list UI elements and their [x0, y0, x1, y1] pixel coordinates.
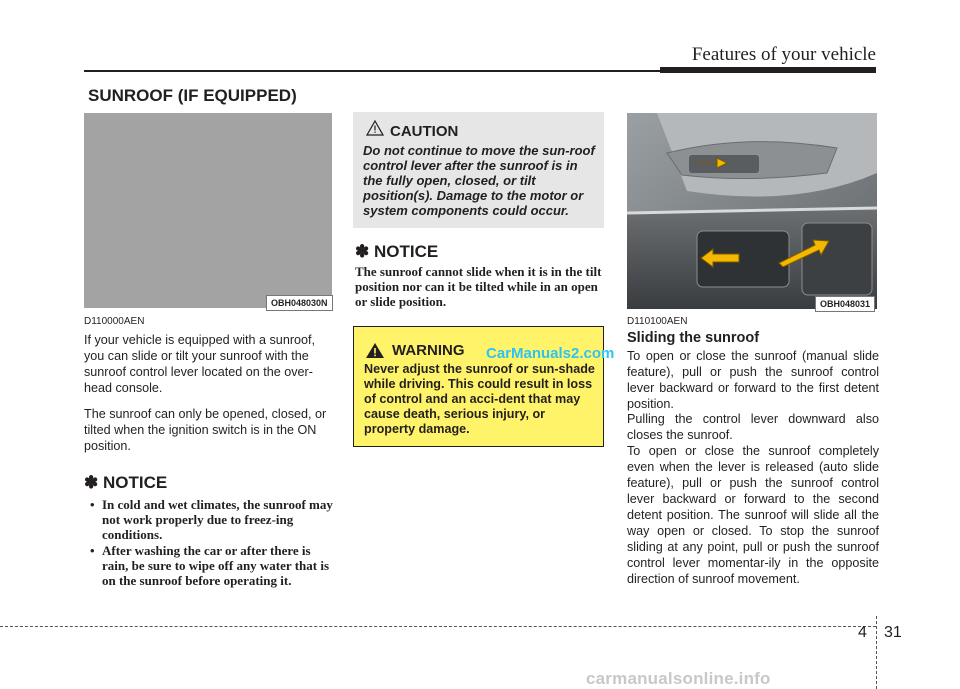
page-number-divider — [876, 616, 877, 689]
notice-list-left — [84, 497, 336, 589]
ignition-paragraph: The sunroof can only be opened, closed, or tilted when the ignition switch is in the ON position. — [84, 407, 327, 453]
page-number: 31 — [884, 624, 902, 641]
sunroof-photo-placeholder — [84, 113, 332, 308]
site-watermark: carmanualsonline.info — [586, 669, 771, 688]
chapter-number: 4 — [858, 624, 867, 641]
section-title: SUNROOF (IF EQUIPPED) — [88, 86, 297, 105]
intro-paragraph: If your vehicle is equipped with a sunroof, you can slide or tilt your sunroof with the sunroof control lever located on the over-head console. — [84, 333, 316, 395]
section-code-left: D110000AEN — [84, 316, 145, 327]
photo-label-right: OBH048031 — [815, 296, 875, 312]
notice-star-icon: ✽ — [84, 473, 99, 492]
notice-star-icon: ✽ — [355, 242, 370, 261]
caution-triangle-icon — [366, 120, 384, 136]
notice-title-middle: NOTICE — [373, 242, 439, 261]
caution-box — [353, 112, 604, 228]
header-rule-accent — [660, 67, 876, 73]
caution-text: Do not continue to move the sun-roof control lever after the sunroof is in the fully open, closed, or tilt position(s). Damage to the motor or system components could occur. — [363, 143, 595, 218]
list-item: • After washing the car or after there is rain, be sure to wipe off any water that is on the sunroof before operating it. — [84, 543, 336, 588]
carmanuals-watermark: CarManuals2.com — [486, 345, 615, 362]
photo-label-left: OBH048030N — [266, 295, 333, 311]
notice-heading-middle — [355, 242, 438, 262]
sunroof-control-illustration — [627, 113, 877, 309]
chapter-header-title: Features of your vehicle — [691, 44, 876, 65]
notice-title-left: NOTICE — [102, 473, 168, 492]
notice-text-middle: The sunroof cannot slide when it is in the tilt position nor can it be tilted while in an open or slide position. — [355, 264, 602, 309]
warning-triangle-icon — [365, 342, 385, 359]
notice-heading-left — [84, 473, 167, 493]
footer-divider — [0, 626, 876, 627]
sunroof-control-photo — [627, 113, 877, 309]
warning-text: Never adjust the sunroof or sun-shade while driving. This could result in loss of control and an acci-dent that may cause death, serious injury, or property damage. — [364, 362, 595, 436]
caution-title: CAUTION — [390, 123, 459, 140]
section-code-right: D110100AEN — [627, 316, 688, 327]
sliding-paragraph-3: To open or close the sunroof completely even when the lever is released (auto slide feature), pull or push the sunroof control lever backward or forward to the second detent position. The sunroof will slide all the way open or closed. To stop the sunroof sliding at any point, pull or push the sunroof control lever momentar-ily in the opposite direction of sunroof movement. — [627, 444, 879, 586]
subheading-sliding-sunroof: Sliding the sunroof — [627, 330, 760, 346]
arrow-icon — [695, 155, 729, 171]
sliding-paragraph-1: To open or close the sunroof (manual slide feature), pull or push the sunroof control lever backward or forward to the first detent position. — [627, 349, 879, 411]
double-arrow-left-icon — [699, 247, 743, 269]
list-item: • In cold and wet climates, the sunroof may not work properly due to freez-ing conditions. — [84, 497, 336, 542]
warning-title: WARNING — [392, 342, 465, 359]
double-arrow-right-icon — [777, 237, 831, 267]
sliding-paragraph-2: Pulling the control lever downward also closes the sunroof. — [627, 412, 879, 442]
